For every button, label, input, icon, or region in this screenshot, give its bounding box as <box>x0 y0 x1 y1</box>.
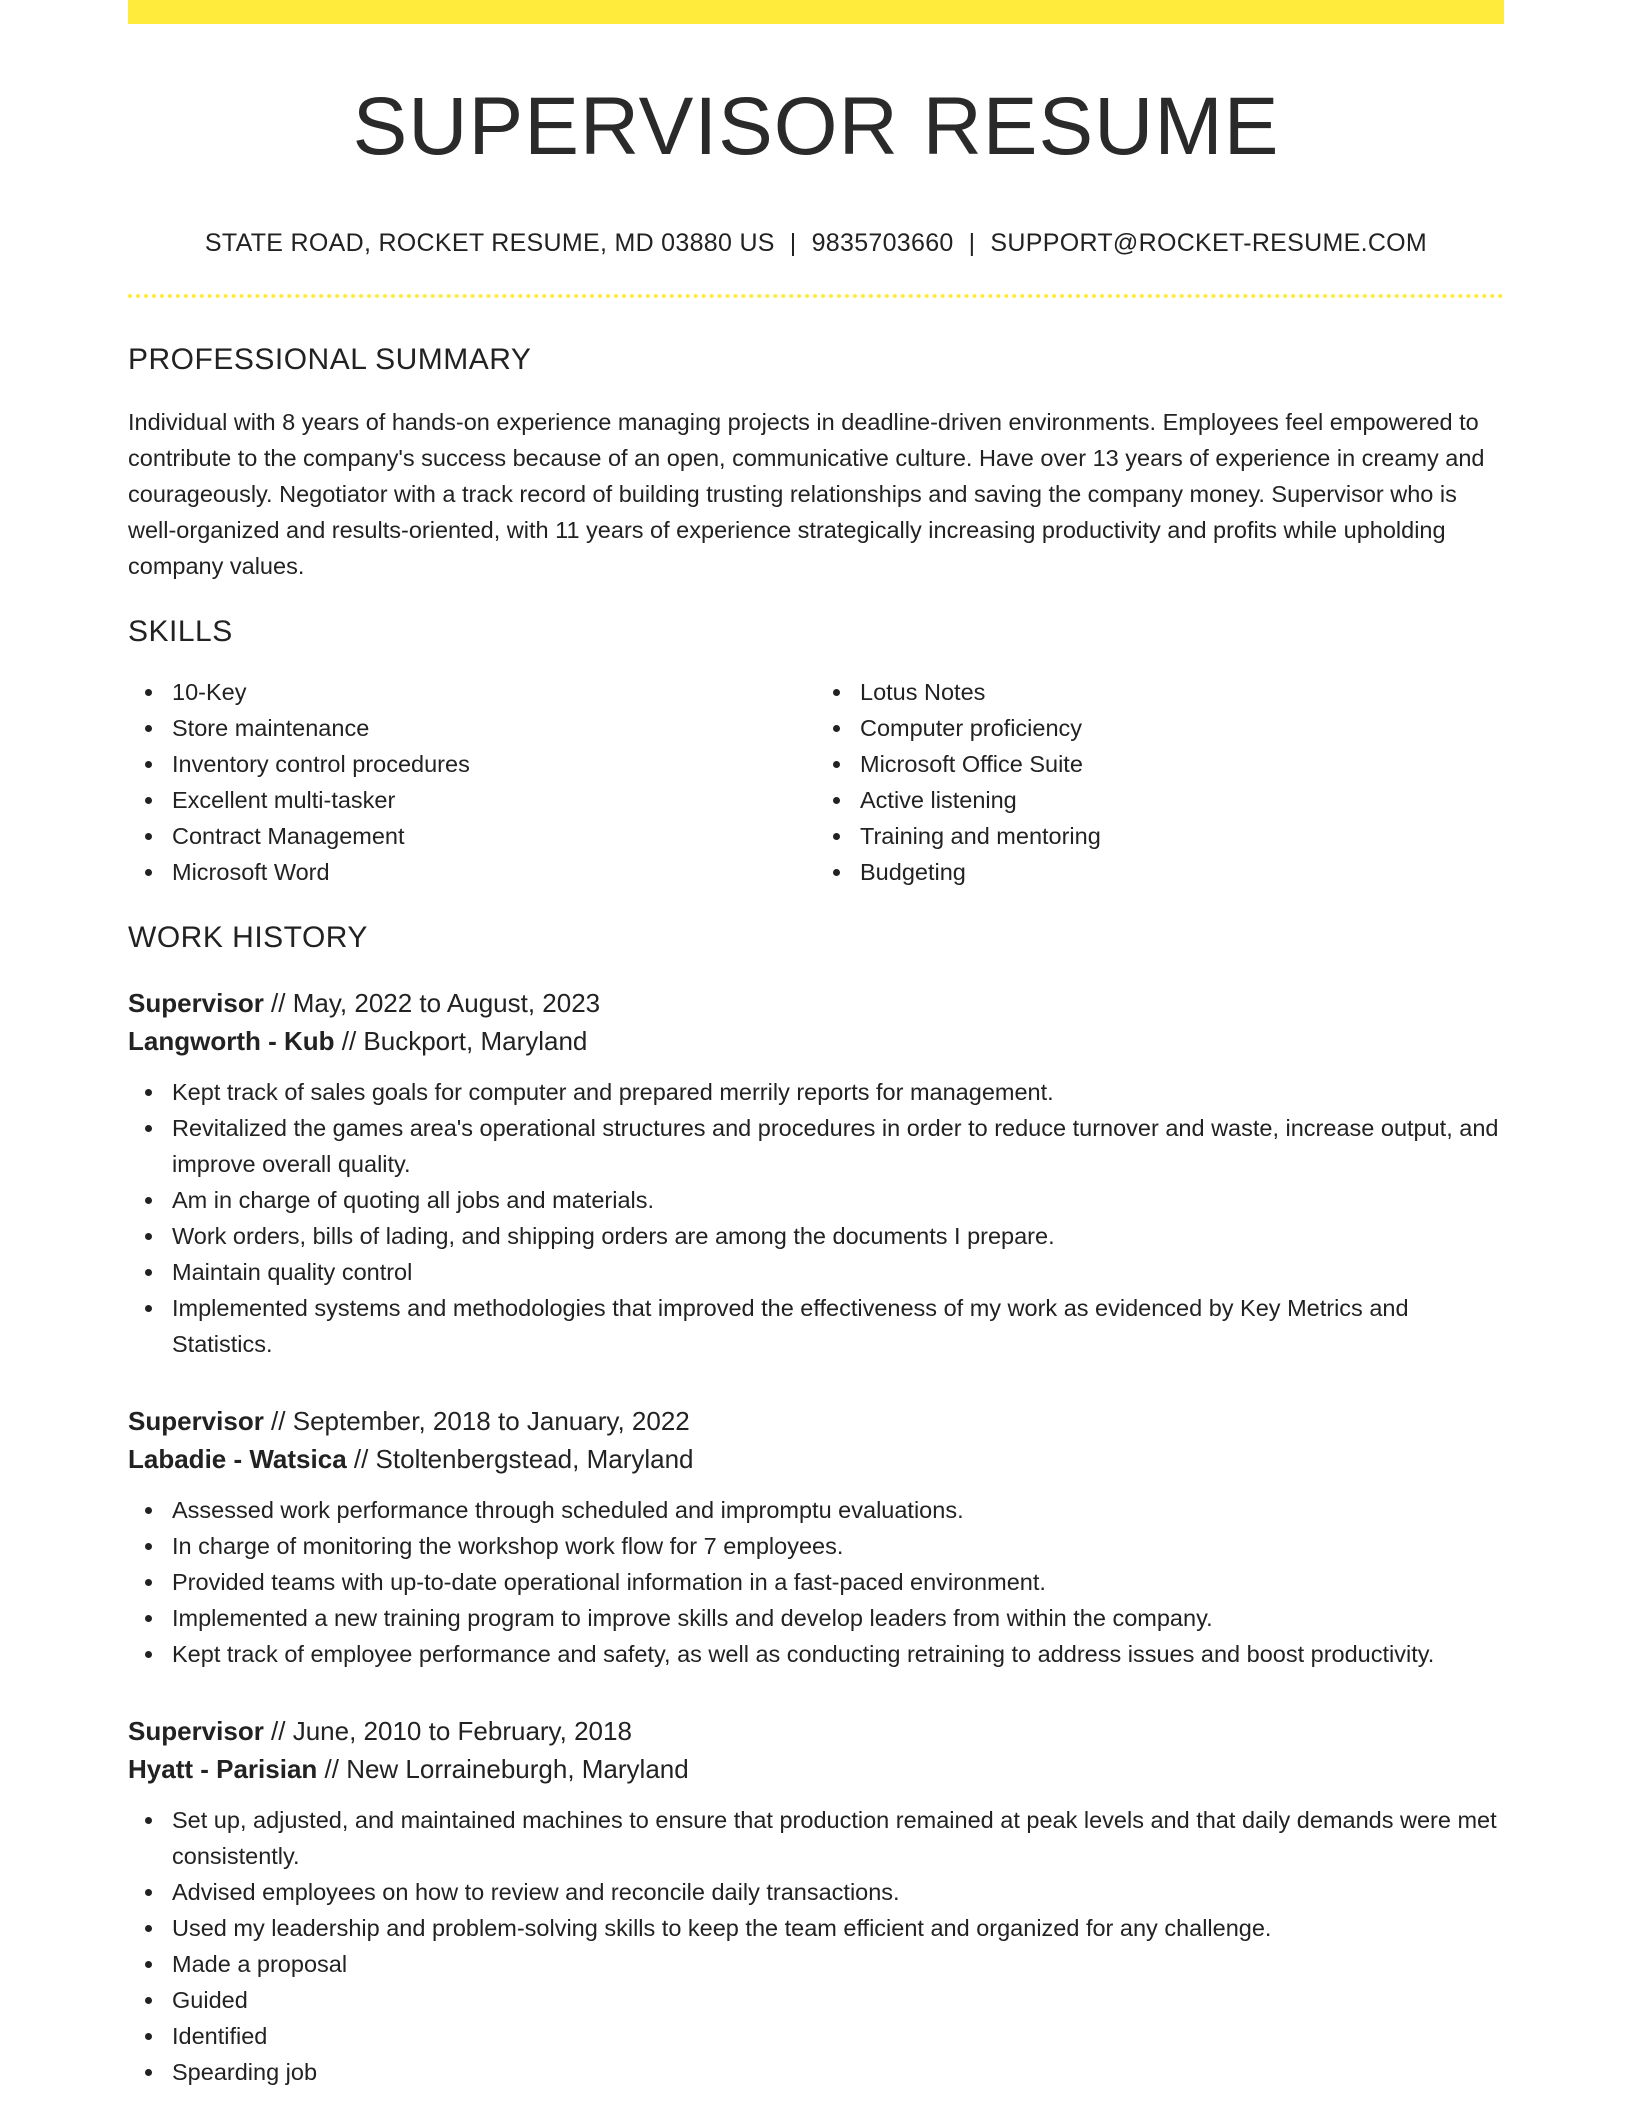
job-entry <box>128 984 1504 1362</box>
job-bullet: Revitalized the games area's operational structures and procedures in order to reduce turnover and waste, increase output, and improve overall quality. <box>172 1110 1504 1182</box>
job-dates: // May, 2022 to August, 2023 <box>263 988 601 1019</box>
job-company-line <box>128 1750 1504 1788</box>
job-bullet: Kept track of sales goals for computer and prepared merrily reports for management. <box>172 1074 1504 1110</box>
skills-column-left <box>128 674 816 890</box>
work-history-heading: WORK HISTORY <box>128 921 368 955</box>
job-bullet: Made a proposal <box>172 1946 1504 1982</box>
accent-top-bar <box>128 0 1504 24</box>
job-bullet: Used my leadership and problem-solving skills to keep the team efficient and organized for any challenge. <box>172 1910 1504 1946</box>
job-bullet: Implemented systems and methodologies that improved the effectiveness of my work as evidenced by Key Metrics and Statistics. <box>172 1290 1504 1362</box>
job-dates: // September, 2018 to January, 2022 <box>263 1406 690 1437</box>
job-bullet: Set up, adjusted, and maintained machines to ensure that production remained at peak levels and that daily demands were met consistently. <box>172 1802 1504 1874</box>
skill-item: Lotus Notes <box>860 674 1504 710</box>
skill-item: 10-Key <box>172 674 816 710</box>
skills-heading: SKILLS <box>128 615 233 649</box>
job-title-line <box>128 1402 1504 1440</box>
dotted-divider <box>128 294 1504 298</box>
skill-item: Computer proficiency <box>860 710 1504 746</box>
job-title-line <box>128 984 1504 1022</box>
contact-email: SUPPORT@ROCKET-RESUME.COM <box>990 229 1428 258</box>
job-bullet-list <box>128 1074 1504 1362</box>
job-title: Supervisor <box>128 1716 264 1747</box>
job-location: // Buckport, Maryland <box>334 1026 588 1057</box>
job-bullet: Maintain quality control <box>172 1254 1504 1290</box>
job-bullet: Identified <box>172 2018 1504 2054</box>
contact-phone: 9835703660 <box>811 229 954 258</box>
job-title: Supervisor <box>128 1406 264 1437</box>
summary-text: Individual with 8 years of hands-on experience managing projects in deadline-driven environments. Employees feel empowered to contribute to the company's success because of an open, communicative culture. Have over 13 years of experience in creamy and courageously. Negotiator with a track record of building trusting relationships and saving the company money. Supervisor who is well-organized and results-oriented, with 11 years of experience strategically increasing productivity and profits while upholding company values. <box>128 409 1485 580</box>
job-bullet: Am in charge of quoting all jobs and materials. <box>172 1182 1504 1218</box>
skill-item: Microsoft Office Suite <box>860 746 1504 782</box>
job-bullet: Assessed work performance through scheduled and impromptu evaluations. <box>172 1492 1504 1528</box>
job-bullet: In charge of monitoring the workshop work flow for 7 employees. <box>172 1528 1504 1564</box>
skill-item: Store maintenance <box>172 710 816 746</box>
job-company-line <box>128 1440 1504 1478</box>
resume-page <box>128 0 1504 2090</box>
job-entry <box>128 1402 1504 1672</box>
skill-item: Inventory control procedures <box>172 746 816 782</box>
job-entry <box>128 1712 1504 2090</box>
contact-separator: | <box>789 229 797 258</box>
job-company-line <box>128 1022 1504 1060</box>
contact-separator: | <box>968 229 976 258</box>
skills-list <box>128 674 1504 890</box>
skill-item: Excellent multi-tasker <box>172 782 816 818</box>
job-bullet: Spearding job <box>172 2054 1504 2090</box>
skills-column-right <box>816 674 1504 890</box>
job-title: Supervisor <box>128 988 264 1019</box>
job-location: // Stoltenbergstead, Maryland <box>346 1444 694 1475</box>
job-company: Labadie - Watsica <box>128 1444 347 1475</box>
job-bullet: Provided teams with up-to-date operational information in a fast-paced environment. <box>172 1564 1504 1600</box>
job-title-line <box>128 1712 1504 1750</box>
job-location: // New Lorraineburgh, Maryland <box>317 1754 689 1785</box>
job-bullet: Work orders, bills of lading, and shipping orders are among the documents I prepare. <box>172 1218 1504 1254</box>
job-bullet: Guided <box>172 1982 1504 2018</box>
job-bullet: Advised employees on how to review and reconcile daily transactions. <box>172 1874 1504 1910</box>
skill-item: Budgeting <box>860 854 1504 890</box>
job-bullet: Implemented a new training program to improve skills and develop leaders from within the company. <box>172 1600 1504 1636</box>
resume-title: SUPERVISOR RESUME <box>352 81 1280 172</box>
skill-item: Microsoft Word <box>172 854 816 890</box>
skill-item: Active listening <box>860 782 1504 818</box>
job-dates: // June, 2010 to February, 2018 <box>263 1716 632 1747</box>
contact-line <box>128 228 1504 258</box>
job-bullet-list <box>128 1492 1504 1672</box>
skill-item: Training and mentoring <box>860 818 1504 854</box>
skill-item: Contract Management <box>172 818 816 854</box>
job-company: Hyatt - Parisian <box>128 1754 318 1785</box>
summary-heading: PROFESSIONAL SUMMARY <box>128 343 532 377</box>
contact-address: STATE ROAD, ROCKET RESUME, MD 03880 US <box>204 229 775 258</box>
job-company: Langworth - Kub <box>128 1026 335 1057</box>
job-bullet: Kept track of employee performance and safety, as well as conducting retraining to address issues and boost productivity. <box>172 1636 1504 1672</box>
job-bullet-list <box>128 1802 1504 2090</box>
